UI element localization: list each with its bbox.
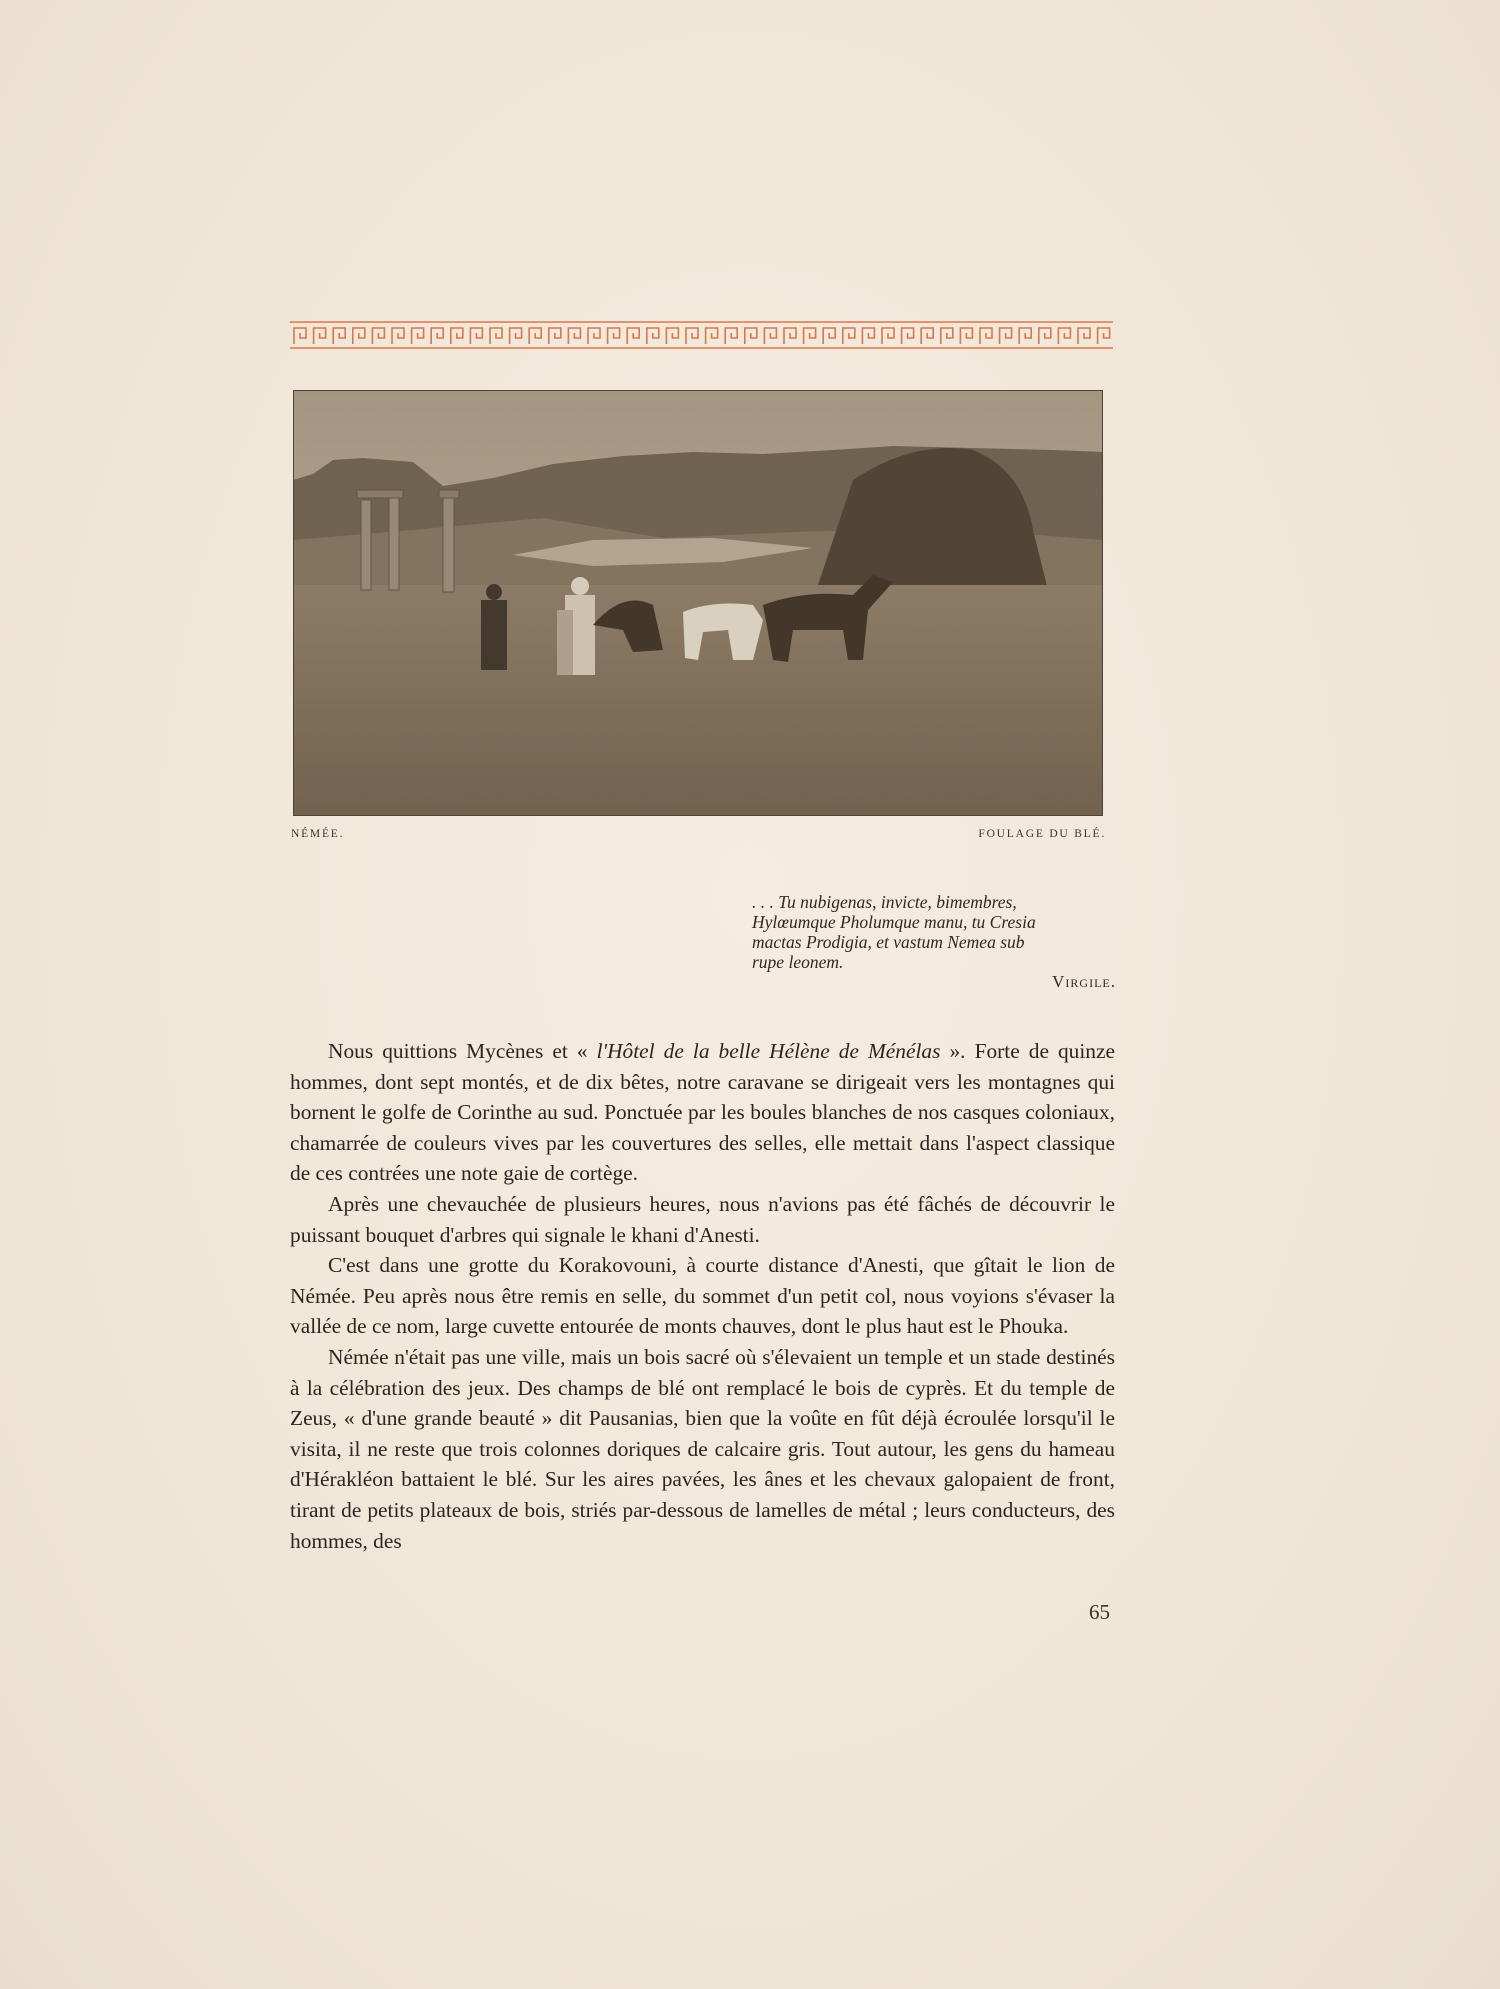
epigraph-quote xyxy=(752,892,1117,972)
meander-motif xyxy=(941,328,953,344)
meander-motif xyxy=(608,328,620,344)
meander-motif xyxy=(372,328,384,344)
meander-motif xyxy=(1058,328,1070,344)
meander-motif xyxy=(745,328,757,344)
meander-motif xyxy=(1039,328,1051,344)
meander-motif xyxy=(333,328,345,344)
paragraph-1-rest: ». Forte de quinze hommes, dont sept montés, et de dix bêtes, notre caravane se dirigeait vers les montagnes qui bornent le golfe de Corinthe au sud. Ponctuée par les boules blanches de nos casques coloniaux, chamarrée de couleurs vives par les couvertures des selles, elle mettait dans l'aspect classique de ces contrées une note gaie de cortège. xyxy=(290,1039,1115,1186)
epigraph-line: . . . Tu nubigenas, invicte, bimembres, xyxy=(752,892,1017,912)
meander-motif xyxy=(843,328,855,344)
meander-motif xyxy=(294,328,306,344)
greek-key-ornament xyxy=(290,320,1113,350)
meander-motif xyxy=(1019,328,1031,344)
meander-motif xyxy=(392,328,404,344)
meander-motif xyxy=(588,328,600,344)
meander-motif xyxy=(314,328,326,344)
meander-motif xyxy=(490,328,502,344)
meander-motif xyxy=(725,328,737,344)
body-text xyxy=(290,1036,1115,1556)
meander-motif xyxy=(647,328,659,344)
meander-motif xyxy=(902,328,914,344)
meander-motif xyxy=(451,328,463,344)
meander-motif xyxy=(960,328,972,344)
meander-motif xyxy=(627,328,639,344)
epigraph-line: mactas Prodigia, et vastum Nemea sub xyxy=(752,932,1025,952)
meander-motif xyxy=(431,328,443,344)
meander-motif xyxy=(706,328,718,344)
meander-motif xyxy=(470,328,482,344)
meander-motif xyxy=(412,328,424,344)
photo-caption-left: NÉMÉE. xyxy=(291,828,345,840)
meander-motif xyxy=(882,328,894,344)
page-number: 65 xyxy=(1089,1600,1110,1624)
photo-caption-right: FOULAGE DU BLÉ. xyxy=(978,828,1106,840)
meander-motif xyxy=(823,328,835,344)
meander-motif xyxy=(862,328,874,344)
meander-motif xyxy=(1000,328,1012,344)
paragraph-3: C'est dans une grotte du Korakovouni, à courte distance d'Anesti, que gîtait le lion de Némée. Peu après nous être remis en selle, du sommet d'un petit col, nous voyions s'évaser la vallée de ce nom, large cuvette entourée de monts chauves, dont le plus haut est le Phouka. xyxy=(290,1253,1115,1339)
epigraph-line: Hylœumque Pholumque manu, tu Cresia xyxy=(752,912,1036,932)
epigraph-author: Virgile. xyxy=(1052,972,1116,991)
epigraph-line: rupe leonem. xyxy=(752,952,844,972)
paragraph-1-start: Nous quittions Mycènes et « xyxy=(328,1039,597,1063)
meander-motif xyxy=(1098,328,1110,344)
paragraph-1 xyxy=(290,1036,1115,1189)
meander-motif xyxy=(980,328,992,344)
meander-motif xyxy=(921,328,933,344)
meander-motif xyxy=(686,328,698,344)
meander-motif xyxy=(764,328,776,344)
meander-motif xyxy=(666,328,678,344)
meander-motif xyxy=(1078,328,1090,344)
hotel-title: l'Hôtel de la belle Hélène de Ménélas xyxy=(596,1039,941,1063)
meander-motif xyxy=(804,328,816,344)
paragraph-2: Après une chevauchée de plusieurs heures, nous n'avions pas été fâchés de découvrir le puissant bouquet d'arbres qui signale le khani d'Anesti. xyxy=(290,1191,1115,1247)
meander-motif xyxy=(568,328,580,344)
meander-motif xyxy=(510,328,522,344)
paragraph-4: Némée n'était pas une ville, mais un bois sacré où s'élevaient un temple et un stade destinés à la célébration des jeux. Des champs de blé ont remplacé le bois de cyprès. Et du temple de Zeus, « d'une grande beauté » dit Pausanias, bien que la voûte en fût déjà écroulée lorsqu'il le visita, il ne reste que trois colonnes doriques de calcaire gris. Tout autour, les gens du hameau d'Hérakléon battaient le blé. Sur les aires pavées, les ânes et les chevaux galopaient de front, tirant de petits plateaux de bois, striés par-dessous de lamelles de métal ; leurs conducteurs, des hommes, des xyxy=(290,1344,1115,1553)
meander-motif xyxy=(353,328,365,344)
meander-motif xyxy=(784,328,796,344)
meander-motif xyxy=(549,328,561,344)
meander-motif xyxy=(529,328,541,344)
photograph-nemea-threshing xyxy=(293,390,1103,816)
